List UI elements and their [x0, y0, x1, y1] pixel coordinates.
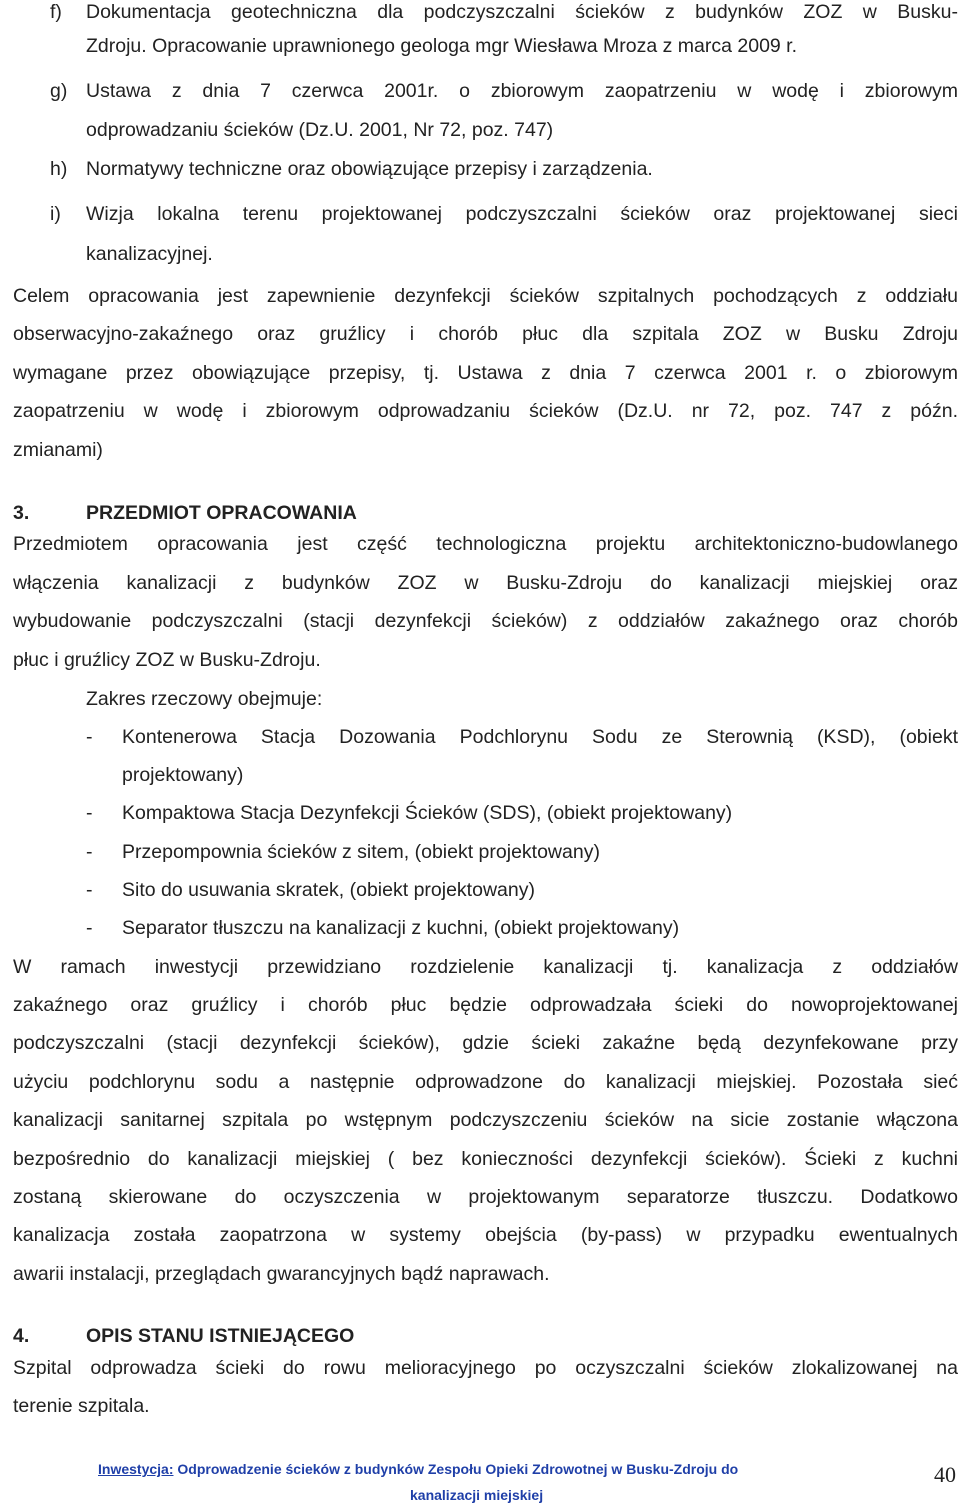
page-number: 40 — [934, 1462, 956, 1487]
section-3-body-line-1: W ramach inwestycji przewidziano rozdzielenie kanalizacji tj. kanalizacja z oddziałów — [13, 956, 958, 978]
section-3-intro-line-2: włączenia kanalizacji z budynków ZOZ w Busku-Zdroju do kanalizacji miejskiej oraz — [13, 572, 958, 594]
section-3-body-line-7: zostaną skierowane do oczyszczenia w projektowanym separatorze tłuszczu. Dodatkowo — [13, 1186, 958, 1208]
section-3-intro-line-4: płuc i gruźlicy ZOZ w Busku-Zdroju. — [13, 649, 321, 671]
list-item-f-line-2: Zdroju. Opracowanie uprawnionego geologa mgr Wiesława Mroza z marca 2009 r. — [86, 35, 798, 57]
scope-item-4: Sito do usuwania skratek, (obiekt projektowany) — [122, 879, 535, 901]
section-3-body-line-6: bezpośrednio do kanalizacji miejskiej ( bez konieczności dezynfekcji ścieków). Ścieki z kuchni — [13, 1148, 958, 1170]
section-4-title: OPIS STANU ISTNIEJĄCEGO — [86, 1325, 355, 1347]
footer-investment-text: Odprowadzenie ścieków z budynków Zespołu Opieki Zdrowotnej w Busku-Zdroju do — [173, 1461, 739, 1477]
footer-investment-line-2: kanalizacji miejskiej — [410, 1487, 544, 1503]
section-3-body-line-8: kanalizacja została zaopatrzona w systemy obejścia (by-pass) w przypadku ewentualnych — [13, 1224, 958, 1246]
scope-item-1-line-1: Kontenerowa Stacja Dozowania Podchlorynu Sodu ze Sterownią (KSD), (obiekt — [122, 726, 958, 748]
scope-dash-2: - — [86, 802, 93, 824]
list-item-h-line-1: Normatywy techniczne oraz obowiązujące przepisy i zarządzenia. — [86, 158, 653, 180]
section-3-number: 3. — [13, 502, 30, 524]
scope-item-2: Kompaktowa Stacja Dezynfekcji Ścieków (SDS), (obiekt projektowany) — [122, 802, 733, 824]
list-item-i-line-2: kanalizacyjnej. — [86, 243, 213, 265]
section-3-body-line-4: użyciu podchlorynu sodu a następnie odprowadzone do kanalizacji miejskiej. Pozostała sieć — [13, 1071, 958, 1093]
scope-dash-4: - — [86, 879, 93, 901]
footer-investment-line-1 — [98, 1460, 738, 1478]
section-4-body-line-2: terenie szpitala. — [13, 1395, 150, 1417]
section-3-body-line-9: awarii instalacji, przeglądach gwarancyjnych bądź naprawach. — [13, 1263, 550, 1285]
purpose-line-4: zaopatrzeniu w wodę i zbiorowym odprowadzaniu ścieków (Dz.U. nr 72, poz. 747 z późn. — [13, 400, 958, 422]
list-letter-h: h) — [50, 158, 68, 180]
scope-dash-3: - — [86, 841, 93, 863]
list-item-g-line-1: Ustawa z dnia 7 czerwca 2001r. o zbiorowym zaopatrzeniu w wodę i zbiorowym — [86, 80, 958, 102]
list-item-i-line-1: Wizja lokalna terenu projektowanej podczyszczalni ścieków oraz projektowanej sieci — [86, 203, 958, 225]
section-3-body-line-2: zakaźnego oraz gruźlicy i chorób płuc będzie odprowadzała ścieki do nowoprojektowanej — [13, 994, 958, 1016]
scope-item-5: Separator tłuszczu na kanalizacji z kuchni, (obiekt projektowany) — [122, 917, 680, 939]
list-letter-g: g) — [50, 80, 68, 102]
purpose-line-1: Celem opracowania jest zapewnienie dezynfekcji ścieków szpitalnych pochodzących z oddziału — [13, 285, 958, 307]
section-4-body-line-1: Szpital odprowadza ścieki do rowu melioracyjnego po oczyszczalni ścieków zlokalizowanej na — [13, 1357, 958, 1379]
scope-dash-5: - — [86, 917, 93, 939]
purpose-line-2: obserwacyjno-zakaźnego oraz gruźlicy i chorób płuc dla szpitala ZOZ w Busku Zdroju — [13, 323, 958, 345]
section-3-intro-line-3: wybudowanie podczyszczalni (stacji dezynfekcji ścieków) z oddziałów zakaźnego oraz chorób — [13, 610, 958, 632]
list-letter-f: f) — [50, 1, 62, 23]
list-letter-i: i) — [50, 203, 61, 225]
section-3-body-line-5: kanalizacji sanitarnej szpitala po wstępnym podczyszczeniu ścieków na sicie zostanie włączona — [13, 1109, 958, 1131]
list-item-g-line-2: odprowadzaniu ścieków (Dz.U. 2001, Nr 72, poz. 747) — [86, 119, 554, 141]
footer-investment-label: Inwestycja: — [98, 1461, 174, 1477]
list-item-f-line-1: Dokumentacja geotechniczna dla podczyszczalni ścieków z budynków ZOZ w Busku- — [86, 1, 958, 23]
scope-item-1-line-2: projektowany) — [122, 764, 244, 786]
scope-dash-1: - — [86, 726, 93, 748]
section-4-number: 4. — [13, 1325, 30, 1347]
section-3-title: PRZEDMIOT OPRACOWANIA — [86, 502, 357, 524]
section-3-body-line-3: podczyszczalni (stacji dezynfekcji ścieków), gdzie ścieki zakaźne będą dezynfekowane przy — [13, 1032, 958, 1054]
purpose-line-5: zmianami) — [13, 439, 103, 461]
section-3-intro-line-1: Przedmiotem opracowania jest część technologiczna projektu architektoniczno-budowlanego — [13, 533, 958, 555]
purpose-line-3: wymagane przez obowiązujące przepisy, tj. Ustawa z dnia 7 czerwca 2001 r. o zbiorowym — [13, 362, 958, 384]
scope-item-3: Przepompownia ścieków z sitem, (obiekt projektowany) — [122, 841, 600, 863]
scope-label: Zakres rzeczowy obejmuje: — [86, 688, 323, 710]
